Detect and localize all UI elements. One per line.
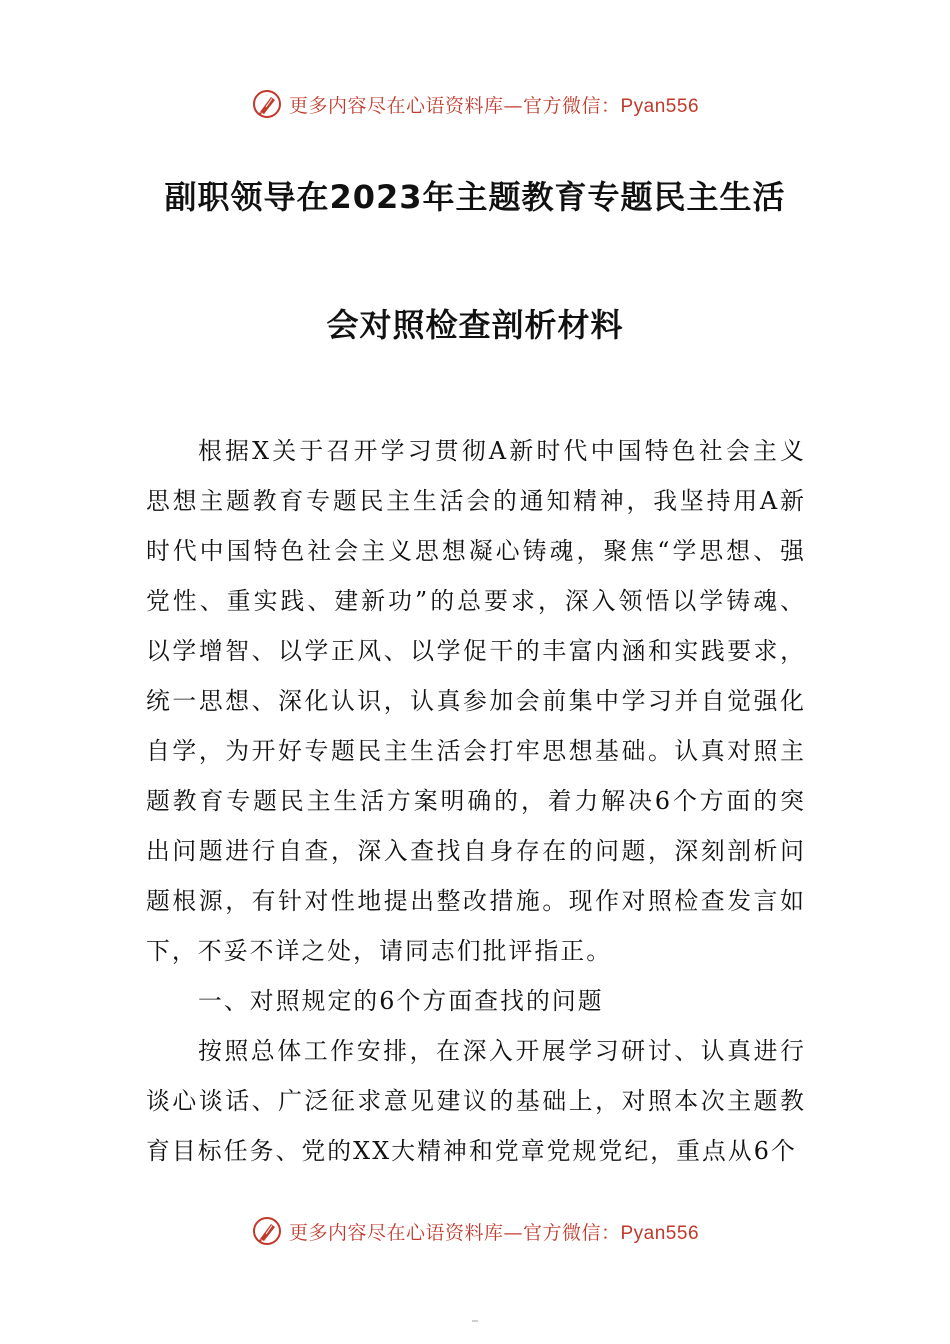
watermark-text: 更多内容尽在心语资料库—官方微信：Pyan556	[288, 1221, 700, 1244]
body-paragraph: 根据X关于召开学习贯彻A新时代中国特色社会主义思想主题教育专题民主生活会的通知精神，我坚持用A新时代中国特色社会主义思想凝心铸魂，聚焦“学思想、强党性、重实践、建新功”的总要求，深入领悟以学铸魂、以学增智、以学正风、以学促干的丰富内涵和实践要求，统一思想、深化认识，认真参加会前集中学习并自觉强化自学，为开好专题民主生活会打牢思想基础。认真对照主题教育专题民主生活方案明确的，着力解决6个方面的突出问题进行自查，深入查找自身存在的问题，深刻剖析问题根源，有针对性地提出整改措施。现作对照检查发言如下，不妥不详之处，请同志们批评指正。	[146, 437, 806, 965]
body-paragraph: 按照总体工作安排，在深入开展学习研讨、认真进行谈心谈话、广泛征求意见建议的基础上，对照本次主题教育目标任务、党的XX大精神和党章党规党纪，重点从6个	[146, 1037, 806, 1165]
section-heading: 一、对照规定的6个方面查找的问题	[198, 987, 604, 1015]
watermark-footer	[0, 1211, 950, 1251]
document-title-line-2: 会对照检查剖析材料	[326, 306, 624, 344]
watermark-text: 更多内容尽在心语资料库—官方微信：Pyan556	[288, 94, 700, 117]
document-body	[146, 426, 806, 1176]
wechat-id: Pyan556	[620, 1222, 700, 1244]
document-title-line-1: 副职领导在2023年主题教育专题民主生活	[164, 178, 786, 216]
wechat-id: Pyan556	[620, 95, 700, 117]
watermark-header	[0, 84, 950, 124]
page-marker	[472, 1320, 478, 1322]
pen-nib-logo-icon	[251, 88, 283, 120]
pen-nib-logo-icon	[251, 1215, 283, 1247]
